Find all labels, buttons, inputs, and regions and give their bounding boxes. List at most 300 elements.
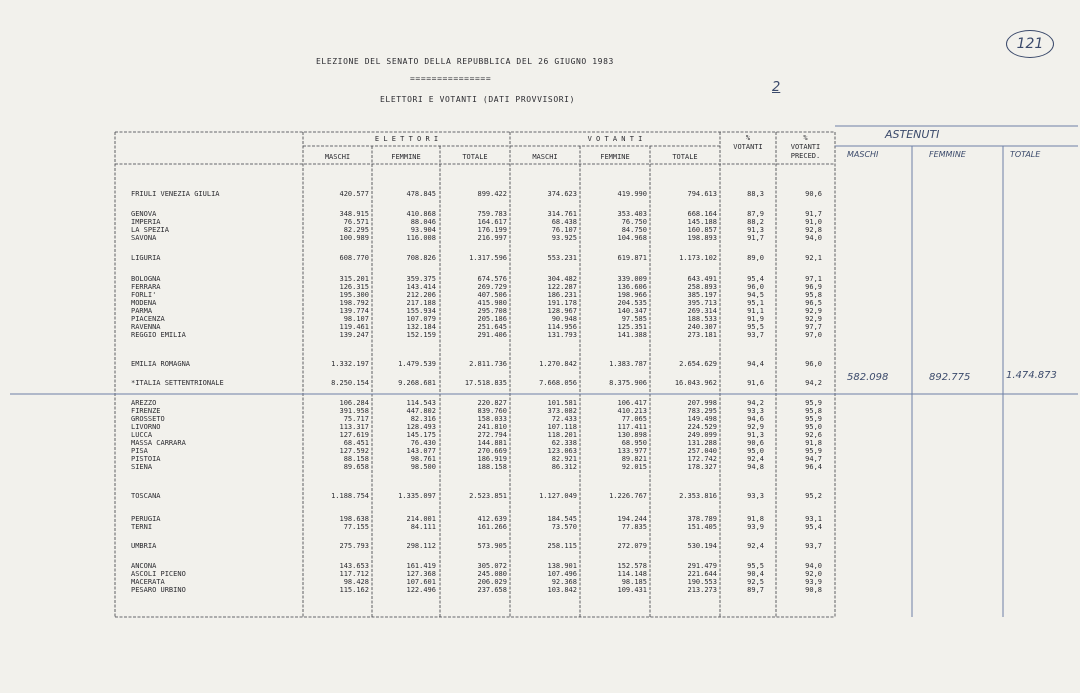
votanti-femmine: 1.226.767: [609, 492, 647, 500]
elettori-femmine: 122.496: [406, 586, 436, 594]
pct-votanti: 95,0: [747, 447, 764, 455]
elettori-femmine: 98.500: [410, 463, 436, 471]
district-name: GROSSETO: [131, 415, 165, 423]
votanti-femmine: 204.535: [617, 299, 647, 307]
elettori-maschi: 119.461: [339, 323, 369, 331]
district-name: AREZZO: [131, 399, 157, 407]
elettori-totale: 161.266: [477, 523, 507, 531]
elettori-totale: 17.518.835: [464, 379, 507, 387]
pct-votanti-preced: 92,8: [805, 226, 822, 234]
pct-votanti-preced: 97,7: [805, 323, 822, 331]
header-votanti-totale: TOTALE: [672, 153, 698, 161]
pct-votanti: 95,5: [747, 323, 764, 331]
elettori-maschi: 76.571: [343, 218, 369, 226]
votanti-femmine: 140.347: [617, 307, 647, 315]
elettori-totale: 295.708: [477, 307, 507, 315]
votanti-maschi: 73.570: [551, 523, 577, 531]
elettori-femmine: 143.077: [406, 447, 436, 455]
elettori-femmine: 298.112: [406, 542, 436, 550]
pct-votanti-preced: 95,9: [805, 415, 822, 423]
pct-votanti-preced: 95,8: [805, 291, 822, 299]
pct-votanti: 93,7: [747, 331, 764, 339]
elettori-totale: 164.617: [477, 218, 507, 226]
header-elettori-totale: TOTALE: [462, 153, 488, 161]
pct-votanti: 89,0: [747, 254, 764, 262]
votanti-femmine: 353.403: [617, 210, 647, 218]
pct-votanti: 94,5: [747, 291, 764, 299]
district-name: TERNI: [131, 523, 153, 531]
pct-votanti-preced: 92,9: [805, 307, 822, 315]
elettori-totale: 272.794: [477, 431, 507, 439]
elettori-femmine: 116.008: [406, 234, 436, 242]
pct-votanti: 90,6: [747, 439, 764, 447]
pct-votanti-preced: 94,0: [805, 562, 822, 570]
pct-votanti-preced: 90,8: [805, 586, 822, 594]
elettori-femmine: 143.414: [406, 283, 436, 291]
votanti-totale: 145.188: [687, 218, 717, 226]
votanti-maschi: 82.921: [551, 455, 577, 463]
district-name: PERUGIA: [131, 515, 161, 523]
votanti-totale: 257.040: [687, 447, 717, 455]
elettori-maschi: 1.332.197: [331, 360, 369, 368]
votanti-maschi: 128.967: [547, 307, 577, 315]
votanti-femmine: 77.065: [621, 415, 647, 423]
votanti-maschi: 107.118: [547, 423, 577, 431]
elettori-maschi: 127.592: [339, 447, 369, 455]
votanti-totale: 16.043.962: [674, 379, 717, 387]
votanti-totale: 240.307: [687, 323, 717, 331]
votanti-maschi: 1.270.842: [539, 360, 577, 368]
elettori-totale: 270.669: [477, 447, 507, 455]
votanti-femmine: 133.977: [617, 447, 647, 455]
votanti-maschi: 72.433: [551, 415, 577, 423]
elettori-totale: 573.905: [477, 542, 507, 550]
elettori-totale: 674.576: [477, 275, 507, 283]
votanti-totale: 643.491: [687, 275, 717, 283]
elettori-totale: 144.881: [477, 439, 507, 447]
votanti-femmine: 117.411: [617, 423, 647, 431]
votanti-totale: 188.533: [687, 315, 717, 323]
header-votanti-maschi: MASCHI: [532, 153, 558, 161]
pct-votanti-preced: 90,6: [805, 190, 822, 198]
pct-votanti: 94,6: [747, 415, 764, 423]
votanti-totale: 149.498: [687, 415, 717, 423]
votanti-totale: 2.654.629: [679, 360, 717, 368]
elettori-femmine: 161.419: [406, 562, 436, 570]
document-title: ELEZIONE DEL SENATO DELLA REPUBBLICA DEL 26 GIUGNO 1983: [316, 57, 614, 66]
elettori-femmine: 107.079: [406, 315, 436, 323]
votanti-femmine: 141.388: [617, 331, 647, 339]
votanti-femmine: 89.821: [621, 455, 647, 463]
title-underline: ===============: [410, 74, 492, 83]
elettori-maschi: 348.915: [339, 210, 369, 218]
votanti-totale: 172.742: [687, 455, 717, 463]
district-name: PESARO URBINO: [131, 586, 186, 594]
district-name: PIACENZA: [131, 315, 165, 323]
elettori-femmine: 1.335.097: [398, 492, 436, 500]
elettori-femmine: 127.368: [406, 570, 436, 578]
header-pct-votanti: VOTANTI: [733, 143, 763, 151]
pct-votanti: 91,7: [747, 234, 764, 242]
elettori-maschi: 82.295: [343, 226, 369, 234]
pct-votanti: 91,9: [747, 315, 764, 323]
votanti-maschi: 107.496: [547, 570, 577, 578]
votanti-totale: 378.789: [687, 515, 717, 523]
pct-votanti-preced: 96,5: [805, 299, 822, 307]
votanti-totale: 224.529: [687, 423, 717, 431]
votanti-totale: 207.998: [687, 399, 717, 407]
votanti-totale: 221.644: [687, 570, 717, 578]
table-row: [0, 378, 1080, 388]
elettori-maschi: 89.658: [343, 463, 369, 471]
votanti-maschi: 186.231: [547, 291, 577, 299]
elettori-femmine: 214.001: [406, 515, 436, 523]
elettori-maschi: 68.451: [343, 439, 369, 447]
elettori-maschi: 126.315: [339, 283, 369, 291]
pct-votanti-preced: 95,8: [805, 407, 822, 415]
elettori-totale: 237.658: [477, 586, 507, 594]
pct-votanti: 91,1: [747, 307, 764, 315]
votanti-totale: 213.273: [687, 586, 717, 594]
elettori-maschi: 8.250.154: [331, 379, 369, 387]
pct-votanti-preced: 91,7: [805, 210, 822, 218]
elettori-maschi: 198.792: [339, 299, 369, 307]
district-name: MASSA CARRARA: [131, 439, 186, 447]
votanti-totale: 160.857: [687, 226, 717, 234]
handwritten-maschi: MASCHI: [847, 150, 879, 159]
elettori-maschi: 1.188.754: [331, 492, 369, 500]
votanti-totale: 151.405: [687, 523, 717, 531]
elettori-totale: 188.158: [477, 463, 507, 471]
votanti-femmine: 419.990: [617, 190, 647, 198]
table-row: [0, 462, 1080, 472]
header-votanti: V O T A N T I: [587, 135, 643, 143]
pct-votanti-preced: 95,0: [805, 423, 822, 431]
table-row: [0, 491, 1080, 501]
votanti-maschi: 118.201: [547, 431, 577, 439]
pct-votanti-preced: 92,0: [805, 570, 822, 578]
votanti-totale: 2.353.816: [679, 492, 717, 500]
votanti-totale: 258.893: [687, 283, 717, 291]
elettori-maschi: 98.107: [343, 315, 369, 323]
votanti-femmine: 84.750: [621, 226, 647, 234]
pct-votanti-preced: 93,9: [805, 578, 822, 586]
votanti-femmine: 152.578: [617, 562, 647, 570]
elettori-femmine: 9.268.681: [398, 379, 436, 387]
votanti-maschi: 122.287: [547, 283, 577, 291]
pct-votanti-preced: 93,1: [805, 515, 822, 523]
table-row: [0, 541, 1080, 551]
votanti-totale: 178.327: [687, 463, 717, 471]
votanti-femmine: 198.966: [617, 291, 647, 299]
elettori-totale: 241.810: [477, 423, 507, 431]
votanti-maschi: 123.063: [547, 447, 577, 455]
pct-votanti-preced: 95,4: [805, 523, 822, 531]
pct-votanti: 94,8: [747, 463, 764, 471]
votanti-femmine: 339.009: [617, 275, 647, 283]
elettori-totale: 251.645: [477, 323, 507, 331]
handwritten-astenuti: ASTENUTI: [885, 128, 940, 141]
votanti-femmine: 76.750: [621, 218, 647, 226]
elettori-totale: 839.760: [477, 407, 507, 415]
elettori-maschi: 100.989: [339, 234, 369, 242]
district-name: LUCCA: [131, 431, 153, 439]
pct-votanti: 95,4: [747, 275, 764, 283]
elettori-totale: 186.919: [477, 455, 507, 463]
header-pct-prec-votanti: VOTANTI: [790, 143, 821, 151]
elettori-maschi: 139.247: [339, 331, 369, 339]
votanti-maschi: 1.127.049: [539, 492, 577, 500]
votanti-maschi: 374.623: [547, 190, 577, 198]
district-name: REGGIO EMILIA: [131, 331, 186, 339]
pct-votanti: 87,9: [747, 210, 764, 218]
votanti-femmine: 410.213: [617, 407, 647, 415]
document-subtitle: ELETTORI E VOTANTI (DATI PROVVISORI): [380, 95, 575, 104]
votanti-maschi: 184.545: [547, 515, 577, 523]
elettori-maschi: 117.712: [339, 570, 369, 578]
table-row: [0, 189, 1080, 199]
elettori-femmine: 155.934: [406, 307, 436, 315]
elettori-femmine: 132.184: [406, 323, 436, 331]
pct-votanti: 95,5: [747, 562, 764, 570]
elettori-femmine: 114.543: [406, 399, 436, 407]
votanti-femmine: 104.968: [617, 234, 647, 242]
district-name: *ITALIA SETTENTRIONALE: [131, 379, 224, 387]
district-name: MACERATA: [131, 578, 165, 586]
votanti-totale: 291.479: [687, 562, 717, 570]
table-row: [0, 585, 1080, 595]
elettori-femmine: 107.601: [406, 578, 436, 586]
elettori-totale: 1.317.596: [469, 254, 507, 262]
district-name: EMILIA ROMAGNA: [131, 360, 191, 368]
elettori-femmine: 88.046: [410, 218, 436, 226]
pct-votanti: 93,9: [747, 523, 764, 531]
elettori-maschi: 77.155: [343, 523, 369, 531]
votanti-totale: 269.314: [687, 307, 717, 315]
district-name: LA SPEZIA: [131, 226, 169, 234]
header-elettori-maschi: MASCHI: [324, 153, 351, 161]
votanti-maschi: 131.793: [547, 331, 577, 339]
pct-votanti-preced: 91,0: [805, 218, 822, 226]
handwritten-femmine: FEMMINE: [929, 150, 966, 159]
pct-votanti: 89,7: [747, 586, 764, 594]
district-name: ANCONA: [131, 562, 157, 570]
elettori-femmine: 359.375: [406, 275, 436, 283]
district-name: SIENA: [131, 463, 153, 471]
elettori-femmine: 478.845: [406, 190, 436, 198]
district-name: PISA: [131, 447, 148, 455]
votanti-maschi: 373.082: [547, 407, 577, 415]
elettori-totale: 176.199: [477, 226, 507, 234]
district-name: FRIULI VENEZIA GIULIA: [131, 190, 220, 198]
pct-votanti: 94,4: [747, 360, 764, 368]
pct-votanti-preced: 92,9: [805, 315, 822, 323]
elettori-maschi: 115.162: [339, 586, 369, 594]
table-row: [0, 522, 1080, 532]
pct-votanti: 92,5: [747, 578, 764, 586]
votanti-femmine: 194.244: [617, 515, 647, 523]
elettori-femmine: 212.206: [406, 291, 436, 299]
votanti-femmine: 106.417: [617, 399, 647, 407]
pct-votanti-preced: 94,7: [805, 455, 822, 463]
votanti-totale: 1.173.102: [679, 254, 717, 262]
pct-votanti: 92,9: [747, 423, 764, 431]
pct-votanti: 92,4: [747, 542, 764, 550]
pct-votanti: 92,4: [747, 455, 764, 463]
pct-votanti: 91,3: [747, 431, 764, 439]
votanti-maschi: 314.761: [547, 210, 577, 218]
votanti-totale: 249.099: [687, 431, 717, 439]
district-name: GENOVA: [131, 210, 157, 218]
pct-votanti: 90,4: [747, 570, 764, 578]
header-elettori-femmine: FEMMINE: [391, 153, 421, 161]
votanti-totale: 273.181: [687, 331, 717, 339]
elettori-totale: 220.827: [477, 399, 507, 407]
district-name: LIGURIA: [131, 254, 161, 262]
pct-votanti: 91,3: [747, 226, 764, 234]
handwritten-astenuti-femmine-value: 892.775: [929, 372, 971, 383]
votanti-femmine: 130.898: [617, 431, 647, 439]
elettori-totale: 2.811.736: [469, 360, 507, 368]
district-name: FORLI': [131, 291, 157, 299]
votanti-totale: 530.194: [687, 542, 717, 550]
votanti-femmine: 8.375.906: [609, 379, 647, 387]
elettori-totale: 245.080: [477, 570, 507, 578]
votanti-totale: 385.197: [687, 291, 717, 299]
elettori-femmine: 84.111: [410, 523, 436, 531]
votanti-maschi: 101.581: [547, 399, 577, 407]
header-elettori: E L E T T O R I: [374, 135, 439, 143]
district-name: FERRARA: [131, 283, 161, 291]
sheet-mark: 2: [772, 80, 781, 95]
elettori-femmine: 76.430: [410, 439, 436, 447]
district-name: ASCOLI PICENO: [131, 570, 186, 578]
district-name: RAVENNA: [131, 323, 161, 331]
votanti-maschi: 114.956: [547, 323, 577, 331]
votanti-femmine: 97.585: [621, 315, 647, 323]
header-pct-prec-symbol: %: [803, 134, 808, 142]
pct-votanti: 91,6: [747, 379, 764, 387]
district-name: MODENA: [131, 299, 157, 307]
elettori-femmine: 145.175: [406, 431, 436, 439]
pct-votanti: 93,3: [747, 407, 764, 415]
votanti-maschi: 86.312: [551, 463, 577, 471]
votanti-femmine: 109.431: [617, 586, 647, 594]
district-name: PARMA: [131, 307, 153, 315]
elettori-femmine: 93.904: [410, 226, 436, 234]
elettori-maschi: 127.619: [339, 431, 369, 439]
elettori-femmine: 152.159: [406, 331, 436, 339]
table-row: [0, 233, 1080, 243]
pct-votanti-preced: 94,2: [805, 379, 822, 387]
page-number-stamp: 121: [1006, 30, 1054, 58]
elettori-maschi: 98.428: [343, 578, 369, 586]
elettori-maschi: 75.717: [343, 415, 369, 423]
votanti-maschi: 76.107: [551, 226, 577, 234]
elettori-maschi: 88.158: [343, 455, 369, 463]
elettori-maschi: 391.958: [339, 407, 369, 415]
handwritten-totale: TOTALE: [1010, 150, 1041, 159]
elettori-totale: 899.422: [477, 190, 507, 198]
elettori-totale: 412.639: [477, 515, 507, 523]
elettori-femmine: 98.761: [410, 455, 436, 463]
elettori-femmine: 410.868: [406, 210, 436, 218]
pct-votanti-preced: 95,9: [805, 447, 822, 455]
elettori-maschi: 315.201: [339, 275, 369, 283]
elettori-totale: 415.980: [477, 299, 507, 307]
elettori-totale: 2.523.851: [469, 492, 507, 500]
district-name: PISTOIA: [131, 455, 161, 463]
votanti-maschi: 93.925: [551, 234, 577, 242]
elettori-totale: 206.029: [477, 578, 507, 586]
handwritten-astenuti-maschi-value: 582.098: [847, 372, 889, 383]
votanti-femmine: 1.383.787: [609, 360, 647, 368]
elettori-totale: 158.033: [477, 415, 507, 423]
pct-votanti: 88,3: [747, 190, 764, 198]
elettori-femmine: 708.826: [406, 254, 436, 262]
pct-votanti: 88,2: [747, 218, 764, 226]
table-row: [0, 359, 1080, 369]
district-name: SAVONA: [131, 234, 157, 242]
elettori-femmine: 1.479.539: [398, 360, 436, 368]
votanti-maschi: 62.338: [551, 439, 577, 447]
pct-votanti-preced: 96,4: [805, 463, 822, 471]
votanti-totale: 783.295: [687, 407, 717, 415]
elettori-totale: 205.186: [477, 315, 507, 323]
pct-votanti-preced: 92,6: [805, 431, 822, 439]
votanti-totale: 190.553: [687, 578, 717, 586]
elettori-femmine: 447.802: [406, 407, 436, 415]
votanti-femmine: 68.950: [621, 439, 647, 447]
votanti-maschi: 92.368: [551, 578, 577, 586]
header-pct-votanti-symbol: %: [745, 134, 751, 142]
elettori-totale: 291.406: [477, 331, 507, 339]
votanti-femmine: 98.185: [621, 578, 647, 586]
elettori-femmine: 217.188: [406, 299, 436, 307]
elettori-totale: 407.506: [477, 291, 507, 299]
elettori-maschi: 113.317: [339, 423, 369, 431]
votanti-totale: 794.613: [687, 190, 717, 198]
pct-votanti-preced: 92,1: [805, 254, 822, 262]
pct-votanti-preced: 97,0: [805, 331, 822, 339]
pct-votanti: 94,2: [747, 399, 764, 407]
elettori-maschi: 139.774: [339, 307, 369, 315]
elettori-maschi: 195.300: [339, 291, 369, 299]
pct-votanti-preced: 91,8: [805, 439, 822, 447]
district-name: LIVORNO: [131, 423, 161, 431]
header-pct-prec-preced: PRECED.: [790, 152, 821, 160]
votanti-totale: 395.713: [687, 299, 717, 307]
elettori-totale: 305.072: [477, 562, 507, 570]
pct-votanti-preced: 95,9: [805, 399, 822, 407]
elettori-totale: 759.783: [477, 210, 507, 218]
votanti-maschi: 90.948: [551, 315, 577, 323]
votanti-maschi: 304.482: [547, 275, 577, 283]
elettori-maschi: 198.638: [339, 515, 369, 523]
header-votanti-femmine: FEMMINE: [600, 153, 630, 161]
votanti-femmine: 136.606: [617, 283, 647, 291]
votanti-femmine: 272.079: [617, 542, 647, 550]
pct-votanti: 95,1: [747, 299, 764, 307]
pct-votanti-preced: 95,2: [805, 492, 822, 500]
elettori-femmine: 128.493: [406, 423, 436, 431]
district-name: TOSCANA: [131, 492, 161, 500]
votanti-femmine: 92.015: [621, 463, 647, 471]
elettori-maschi: 106.284: [339, 399, 369, 407]
elettori-maschi: 608.770: [339, 254, 369, 262]
district-name: IMPERIA: [131, 218, 161, 226]
votanti-maschi: 138.901: [547, 562, 577, 570]
